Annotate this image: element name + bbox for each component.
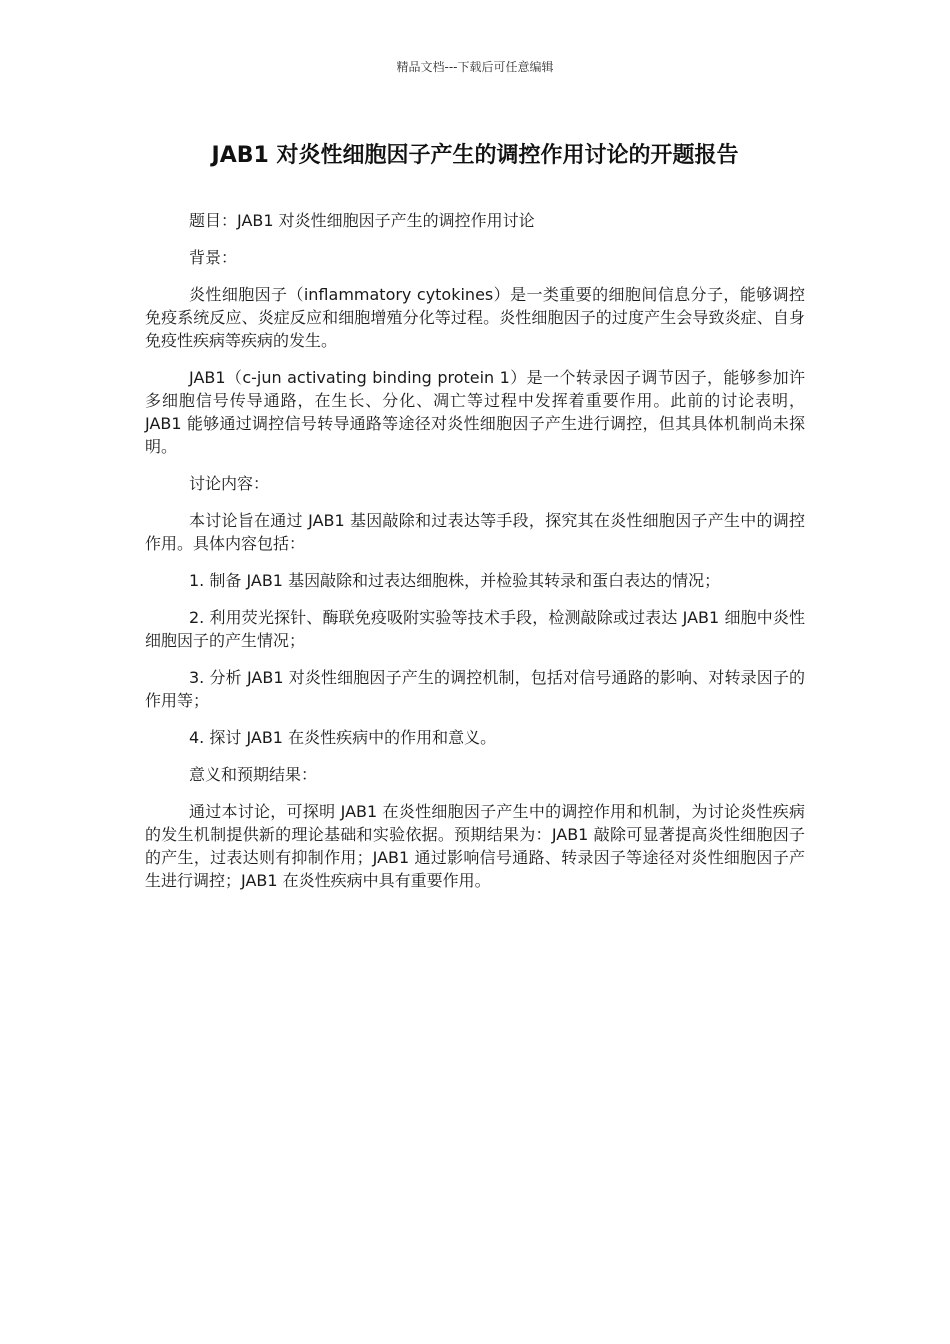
- list-item: 1. 制备 JAB1 基因敲除和过表达细胞株，并检验其转录和蛋白表达的情况；: [189, 571, 721, 590]
- body-paragraph: 本讨论旨在通过 JAB1 基因敲除和过表达等手段，探究其在炎性细胞因子产生中的调控作用。具体内容包括：: [145, 511, 805, 553]
- subject-line: 题目：JAB1 对炎性细胞因子产生的调控作用讨论: [189, 211, 535, 230]
- list-item: 4. 探讨 JAB1 在炎性疾病中的作用和意义。: [189, 728, 497, 747]
- header-note: 精品文档---下载后可任意编辑: [396, 60, 554, 74]
- body-paragraph: 炎性细胞因子（inflammatory cytokines）是一类重要的细胞间信息分子，能够调控免疫系统反应、炎症反应和细胞增殖分化等过程。炎性细胞因子的过度产生会导致炎症、自身免疫性疾病等疾病的发生。: [145, 285, 805, 350]
- document-body: [145, 209, 805, 906]
- list-item: 2. 利用荧光探针、酶联免疫吸附实验等技术手段，检测敲除或过表达 JAB1 细胞中炎性细胞因子的产生情况；: [145, 608, 805, 650]
- section-heading-content: 讨论内容：: [189, 474, 270, 493]
- section-heading-significance: 意义和预期结果：: [189, 765, 318, 784]
- document-title: JAB1 对炎性细胞因子产生的调控作用讨论的开题报告: [211, 143, 739, 168]
- list-item: 3. 分析 JAB1 对炎性细胞因子产生的调控机制，包括对信号通路的影响、对转录因子的作用等；: [145, 668, 805, 710]
- body-paragraph: JAB1（c-jun activating binding protein 1）是一个转录因子调节因子，能够参加许多细胞信号传导通路，在生长、分化、凋亡等过程中发挥着重要作用。此前的讨论表明，JAB1 能够通过调控信号转导通路等途径对炎性细胞因子产生进行调控，但其具体机制尚未探明。: [145, 368, 805, 456]
- body-paragraph: 通过本讨论，可探明 JAB1 在炎性细胞因子产生中的调控作用和机制，为讨论炎性疾病的发生机制提供新的理论基础和实验依据。预期结果为：JAB1 敲除可显著提高炎性细胞因子的产生，过表达则有抑制作用；JAB1 通过影响信号通路、转录因子等途径对炎性细胞因子产生进行调控；JAB1 在炎性疾病中具有重要作用。: [145, 802, 805, 890]
- section-heading-background: 背景：: [189, 248, 238, 267]
